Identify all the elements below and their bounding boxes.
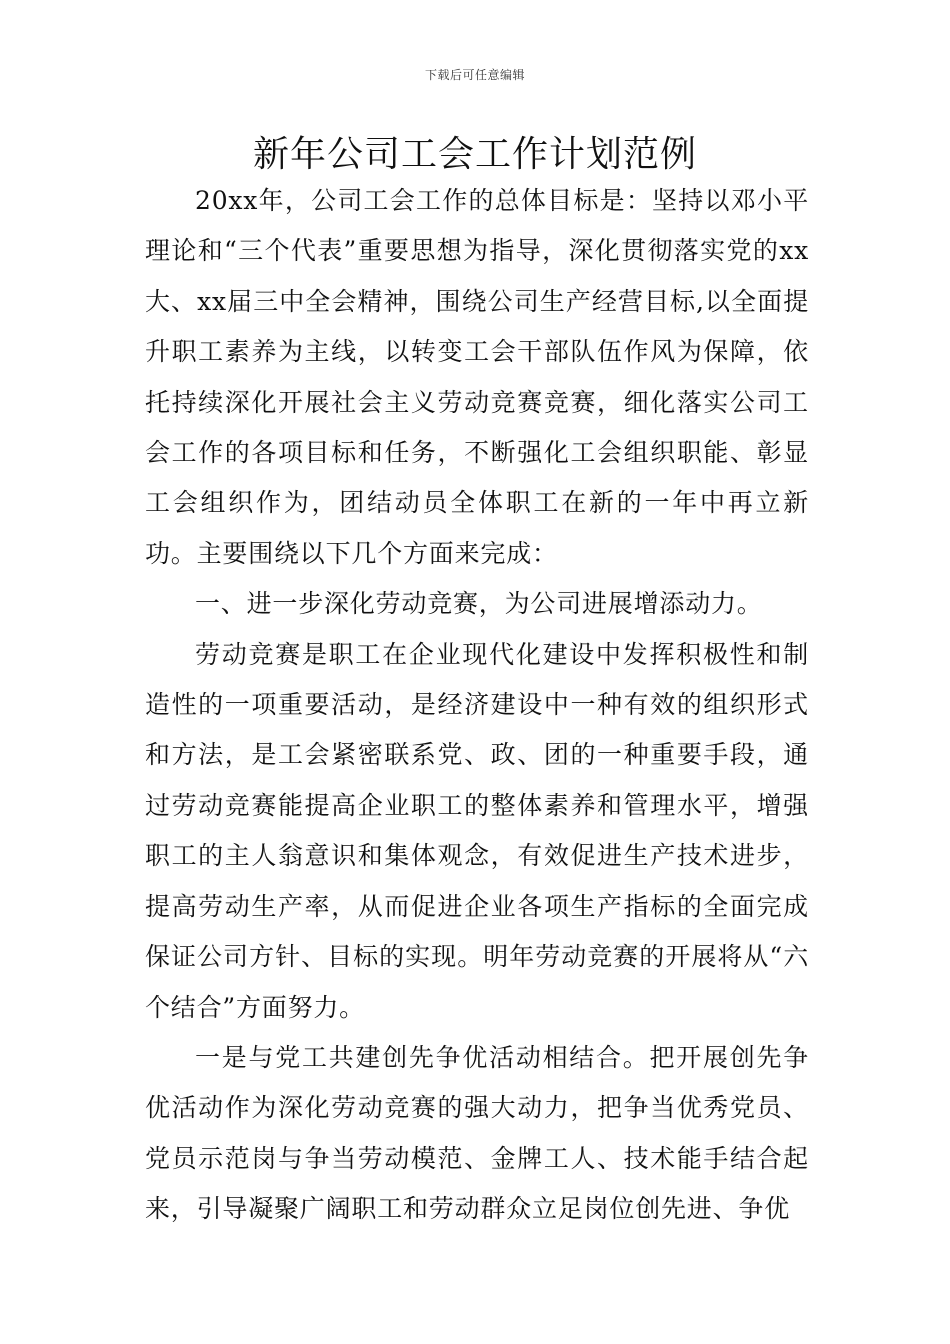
header-note: 下载后可任意编辑 <box>424 68 525 82</box>
document-body <box>145 176 809 1235</box>
paragraph-section-heading: 一、进一步深化劳动竞赛，为公司进展增添动力。 <box>195 589 763 619</box>
paragraph-intro: 20xx年，公司工会工作的总体目标是：坚持以邓小平理论和“三个代表”重要思想为指导，深化贯彻落实党的xx大、xx届三中全会精神，围绕公司生产经营目标,以全面提升职工素养为主线，以转变工会干部队伍作风为保障，依托持续深化开展社会主义劳动竞赛竞赛，细化落实公司工会工作的各项目标和任务，不断强化工会组织职能、彰显工会组织作为，团结动员全体职工在新的一年中再立新功。主要围绕以下几个方面来完成： <box>145 186 809 568</box>
paragraph-first-combination: 一是与党工共建创先争优活动相结合。把开展创先争优活动作为深化劳动竞赛的强大动力，把争当优秀党员、党员示范岗与争当劳动模范、金牌工人、技术能手结合起来，引导凝聚广阔职工和劳动群众立足岗位创先进、争优 <box>145 1042 809 1224</box>
paragraph-labor-competition: 劳动竞赛是职工在企业现代化建设中发挥积极性和制造性的一项重要活动，是经济建设中一种有效的组织形式和方法，是工会紧密联系党、政、团的一种重要手段，通过劳动竞赛能提高企业职工的整体素养和管理水平，增强职工的主人翁意识和集体观念，有效促进生产技术进步，提高劳动生产率，从而促进企业各项生产指标的全面完成保证公司方针、目标的实现。明年劳动竞赛的开展将从“六个结合”方面努力。 <box>145 639 809 1022</box>
document-title: 新年公司工会工作计划范例 <box>252 134 697 175</box>
